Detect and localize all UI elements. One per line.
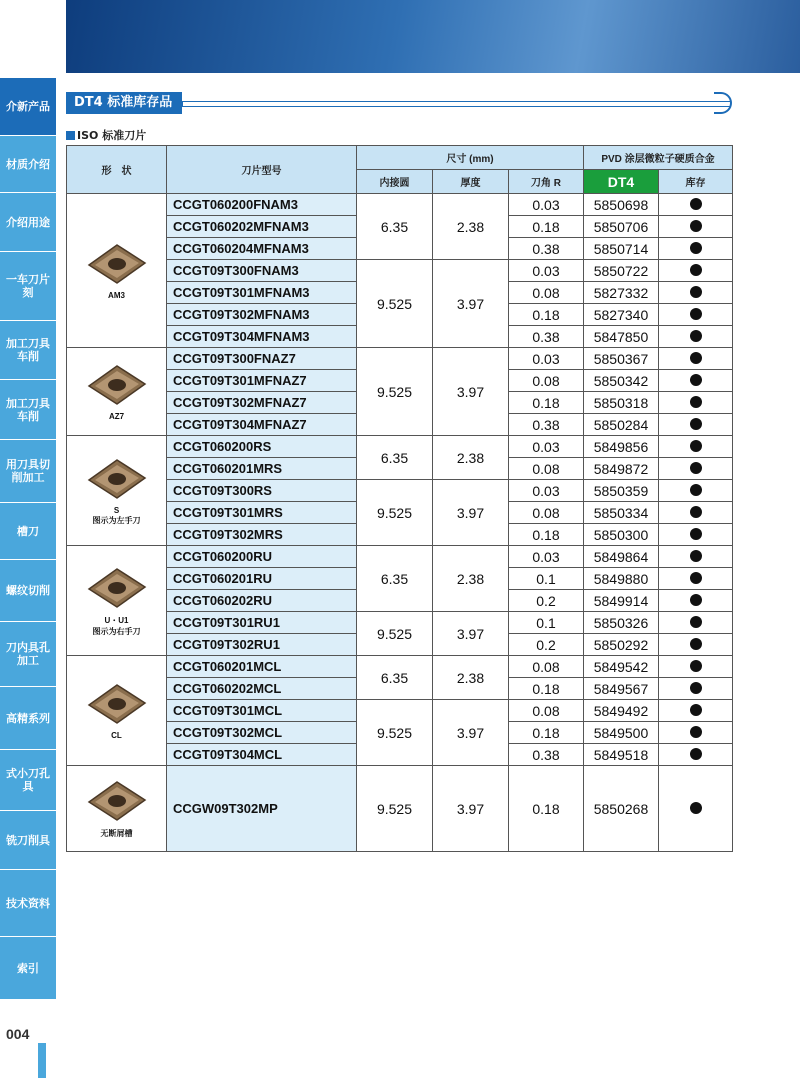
insert-code: CCGT060200FNAM3 [167, 194, 357, 216]
in-stock-dot-icon [690, 198, 702, 210]
insert-code: CCGT060202MCL [167, 678, 357, 700]
insert-code: CCGT060201MRS [167, 458, 357, 480]
order-number: 5850300 [584, 524, 659, 546]
insert-code: CCGT09T300FNAM3 [167, 260, 357, 282]
table-row [67, 766, 733, 852]
corner-radius-value: 0.38 [509, 326, 584, 348]
section-rule [182, 101, 731, 107]
corner-radius-value: 0.1 [509, 568, 584, 590]
corner-radius-value: 0.1 [509, 612, 584, 634]
sidebar-item-10[interactable]: 高精系列 [0, 687, 56, 750]
table-row [67, 656, 733, 678]
in-stock-dot-icon [690, 748, 702, 760]
insert-code: CCGT09T301MRS [167, 502, 357, 524]
product-table [66, 145, 733, 852]
in-stock-dot-icon [690, 528, 702, 540]
corner-radius-value: 0.18 [509, 722, 584, 744]
stock-cell [659, 194, 733, 216]
order-number: 5849500 [584, 722, 659, 744]
insert-code: CCGW09T302MP [167, 766, 357, 852]
stock-cell [659, 370, 733, 392]
insert-code: CCGT09T301MFNAZ7 [167, 370, 357, 392]
order-number: 5850342 [584, 370, 659, 392]
in-stock-dot-icon [690, 308, 702, 320]
stock-cell [659, 392, 733, 414]
insert-code: CCGT09T304MFNAM3 [167, 326, 357, 348]
insert-2-icon [85, 456, 149, 502]
order-number: 5827340 [584, 304, 659, 326]
stock-cell [659, 590, 733, 612]
in-stock-dot-icon [690, 550, 702, 562]
table-row [67, 436, 733, 458]
in-stock-dot-icon [690, 802, 702, 814]
stock-cell [659, 326, 733, 348]
order-number: 5850359 [584, 480, 659, 502]
sidebar-item-6[interactable]: 用刀具切削加工 [0, 440, 56, 503]
thickness-value: 2.38 [433, 436, 509, 480]
order-number: 5850722 [584, 260, 659, 282]
order-number: 5827332 [584, 282, 659, 304]
stock-cell [659, 722, 733, 744]
in-stock-dot-icon [690, 374, 702, 386]
inscribed-circle-value: 9.525 [357, 766, 433, 852]
insert-code: CCGT09T302MRS [167, 524, 357, 546]
shape-cell [67, 348, 167, 436]
in-stock-dot-icon [690, 682, 702, 694]
insert-code: CCGT060200RU [167, 546, 357, 568]
header-model: 刀片型号 [167, 146, 357, 194]
corner-radius-value: 0.2 [509, 634, 584, 656]
inscribed-circle-value: 9.525 [357, 348, 433, 436]
table-row [67, 260, 733, 282]
corner-radius-value: 0.18 [509, 304, 584, 326]
table-row [67, 700, 733, 722]
corner-radius-value: 0.18 [509, 216, 584, 238]
in-stock-dot-icon [690, 704, 702, 716]
thickness-value: 3.97 [433, 348, 509, 436]
stock-cell [659, 546, 733, 568]
shape-cell [67, 656, 167, 766]
insert-0-icon [85, 241, 149, 287]
in-stock-dot-icon [690, 286, 702, 298]
header-inscribed: 内接圆 [357, 170, 433, 194]
in-stock-dot-icon [690, 396, 702, 408]
inscribed-circle-value: 6.35 [357, 546, 433, 612]
insert-code: CCGT060201MCL [167, 656, 357, 678]
sidebar-item-11[interactable]: 式小刀孔具 [0, 750, 56, 811]
insert-code: CCGT09T302MFNAZ7 [167, 392, 357, 414]
stock-cell [659, 568, 733, 590]
sidebar-item-3[interactable]: 一车刀片刻 [0, 252, 56, 321]
stock-cell [659, 744, 733, 766]
stock-cell [659, 612, 733, 634]
stock-cell [659, 678, 733, 700]
insert-code: CCGT09T300FNAZ7 [167, 348, 357, 370]
thickness-value: 3.97 [433, 260, 509, 348]
corner-radius-value: 0.38 [509, 238, 584, 260]
insert-code: CCGT09T300RS [167, 480, 357, 502]
section-title: DT4 标准库存品 [66, 92, 182, 114]
thickness-value: 3.97 [433, 612, 509, 656]
shape-label: U・U1 [104, 615, 129, 625]
bullet-square-icon [66, 131, 75, 140]
order-number: 5849914 [584, 590, 659, 612]
corner-radius-value: 0.18 [509, 524, 584, 546]
thickness-value: 2.38 [433, 656, 509, 700]
subtitle [66, 127, 146, 143]
insert-code: CCGT060204MFNAM3 [167, 238, 357, 260]
header-grade: DT4 [584, 170, 659, 194]
sidebar-item-0[interactable]: 介新产品 [0, 78, 56, 136]
sidebar-item-5[interactable]: 加工刀具车削 [0, 380, 56, 440]
stock-cell [659, 436, 733, 458]
corner-radius-value: 0.18 [509, 678, 584, 700]
order-number: 5850318 [584, 392, 659, 414]
in-stock-dot-icon [690, 462, 702, 474]
sidebar-item-2[interactable]: 介绍用途 [0, 193, 56, 252]
in-stock-dot-icon [690, 660, 702, 672]
sidebar-item-12[interactable]: 铣刀削具 [0, 811, 56, 870]
stock-cell [659, 766, 733, 852]
thickness-value: 2.38 [433, 194, 509, 260]
in-stock-dot-icon [690, 264, 702, 276]
sidebar-item-9[interactable]: 刀内具孔加工 [0, 622, 56, 687]
stock-cell [659, 656, 733, 678]
shape-cell [67, 194, 167, 348]
order-number: 5850292 [584, 634, 659, 656]
thickness-value: 3.97 [433, 480, 509, 546]
in-stock-dot-icon [690, 616, 702, 628]
insert-code: CCGT09T304MCL [167, 744, 357, 766]
sidebar-top [0, 0, 56, 78]
order-number: 5849872 [584, 458, 659, 480]
shape-label: CL [111, 731, 122, 740]
in-stock-dot-icon [690, 726, 702, 738]
corner-radius-value: 0.08 [509, 656, 584, 678]
shape-label: AZ7 [108, 412, 125, 421]
corner-radius-value: 0.08 [509, 502, 584, 524]
stock-cell [659, 502, 733, 524]
stock-cell [659, 480, 733, 502]
corner-radius-value: 0.08 [509, 282, 584, 304]
inscribed-circle-value: 9.525 [357, 700, 433, 766]
in-stock-dot-icon [690, 418, 702, 430]
table-row [67, 348, 733, 370]
header-size: 尺寸 (mm) [357, 146, 584, 170]
corner-radius-value: 0.03 [509, 546, 584, 568]
insert-code: CCGT09T301RU1 [167, 612, 357, 634]
stock-cell [659, 700, 733, 722]
stock-cell [659, 260, 733, 282]
inscribed-circle-value: 6.35 [357, 656, 433, 700]
page-number: 004 [6, 1026, 30, 1042]
insert-code: CCGT09T302MCL [167, 722, 357, 744]
inscribed-circle-value: 9.525 [357, 260, 433, 348]
thickness-value: 3.97 [433, 700, 509, 766]
in-stock-dot-icon [690, 352, 702, 364]
order-number: 5850367 [584, 348, 659, 370]
corner-radius-value: 0.2 [509, 590, 584, 612]
table-row [67, 612, 733, 634]
thickness-value: 2.38 [433, 546, 509, 612]
corner-radius-value: 0.03 [509, 480, 584, 502]
inscribed-circle-value: 9.525 [357, 612, 433, 656]
header-pvd: PVD 涂层微粒子硬质合金 [584, 146, 733, 170]
order-number: 5849518 [584, 744, 659, 766]
sidebar-item-4[interactable]: 加工刀具车削 [0, 321, 56, 380]
corner-radius-value: 0.03 [509, 194, 584, 216]
in-stock-dot-icon [690, 242, 702, 254]
sidebar-item-1[interactable]: 材质介绍 [0, 136, 56, 193]
in-stock-dot-icon [690, 572, 702, 584]
insert-code: CCGT09T302RU1 [167, 634, 357, 656]
shape-cell [67, 766, 167, 852]
inscribed-circle-value: 9.525 [357, 480, 433, 546]
corner-radius-value: 0.08 [509, 458, 584, 480]
in-stock-dot-icon [690, 506, 702, 518]
corner-radius-value: 0.03 [509, 260, 584, 282]
insert-code: CCGT09T301MFNAM3 [167, 282, 357, 304]
order-number: 5849856 [584, 436, 659, 458]
corner-radius-value: 0.38 [509, 414, 584, 436]
stock-cell [659, 348, 733, 370]
header-banner [66, 0, 800, 73]
corner-radius-value: 0.08 [509, 370, 584, 392]
header-radius: 刀角 R [509, 170, 584, 194]
insert-code: CCGT060201RU [167, 568, 357, 590]
header-shape: 形 状 [67, 146, 167, 194]
corner-radius-value: 0.38 [509, 744, 584, 766]
order-number: 5850334 [584, 502, 659, 524]
in-stock-dot-icon [690, 594, 702, 606]
stock-cell [659, 216, 733, 238]
in-stock-dot-icon [690, 220, 702, 232]
shape-label: AM3 [108, 291, 125, 300]
shape-cell [67, 436, 167, 546]
insert-code: CCGT09T304MFNAZ7 [167, 414, 357, 436]
corner-radius-value: 0.03 [509, 436, 584, 458]
in-stock-dot-icon [690, 638, 702, 650]
insert-code: CCGT09T301MCL [167, 700, 357, 722]
insert-3-icon [85, 565, 149, 611]
header-stock: 库存 [659, 170, 733, 194]
order-number: 5850268 [584, 766, 659, 852]
inscribed-circle-value: 6.35 [357, 436, 433, 480]
stock-cell [659, 458, 733, 480]
table-row [67, 194, 733, 216]
corner-radius-value: 0.08 [509, 700, 584, 722]
shape-cell [67, 546, 167, 656]
table-row [67, 546, 733, 568]
section-cap [714, 92, 732, 114]
order-number: 5850284 [584, 414, 659, 436]
sidebar [0, 0, 56, 1078]
order-number: 5850698 [584, 194, 659, 216]
insert-5-icon [85, 778, 149, 824]
section-title-bar [66, 92, 730, 114]
in-stock-dot-icon [690, 440, 702, 452]
order-number: 5850326 [584, 612, 659, 634]
order-number: 5849864 [584, 546, 659, 568]
thickness-value: 3.97 [433, 766, 509, 852]
insert-code: CCGT060202MFNAM3 [167, 216, 357, 238]
shape-label: S [113, 505, 120, 515]
header-thickness: 厚度 [433, 170, 509, 194]
sidebar-item-13[interactable]: 技术资料 [0, 870, 56, 937]
sidebar-item-8[interactable]: 螺纹切削 [0, 560, 56, 622]
insert-4-icon [85, 681, 149, 727]
shape-label: 无断屑槽 [100, 829, 133, 838]
sidebar-item-14[interactable]: 索引 [0, 937, 56, 1000]
order-number: 5847850 [584, 326, 659, 348]
corner-radius-value: 0.18 [509, 392, 584, 414]
corner-radius-value: 0.18 [509, 766, 584, 852]
order-number: 5849567 [584, 678, 659, 700]
sidebar-item-7[interactable]: 槽刀 [0, 503, 56, 560]
shape-note: 图示为右手刀 [92, 626, 141, 636]
stock-cell [659, 304, 733, 326]
stock-cell [659, 414, 733, 436]
order-number: 5849880 [584, 568, 659, 590]
insert-code: CCGT060200RS [167, 436, 357, 458]
subtitle-text: ISO 标准刀片 [77, 129, 147, 142]
stock-cell [659, 238, 733, 260]
insert-1-icon [85, 362, 149, 408]
order-number: 5850706 [584, 216, 659, 238]
insert-code: CCGT060202RU [167, 590, 357, 612]
corner-radius-value: 0.03 [509, 348, 584, 370]
order-number: 5849492 [584, 700, 659, 722]
stock-cell [659, 524, 733, 546]
in-stock-dot-icon [690, 484, 702, 496]
shape-note: 图示为左手刀 [92, 515, 141, 525]
table-row [67, 480, 733, 502]
order-number: 5850714 [584, 238, 659, 260]
stock-cell [659, 282, 733, 304]
inscribed-circle-value: 6.35 [357, 194, 433, 260]
in-stock-dot-icon [690, 330, 702, 342]
stock-cell [659, 634, 733, 656]
insert-code: CCGT09T302MFNAM3 [167, 304, 357, 326]
page-tab-marker [38, 1043, 46, 1078]
order-number: 5849542 [584, 656, 659, 678]
